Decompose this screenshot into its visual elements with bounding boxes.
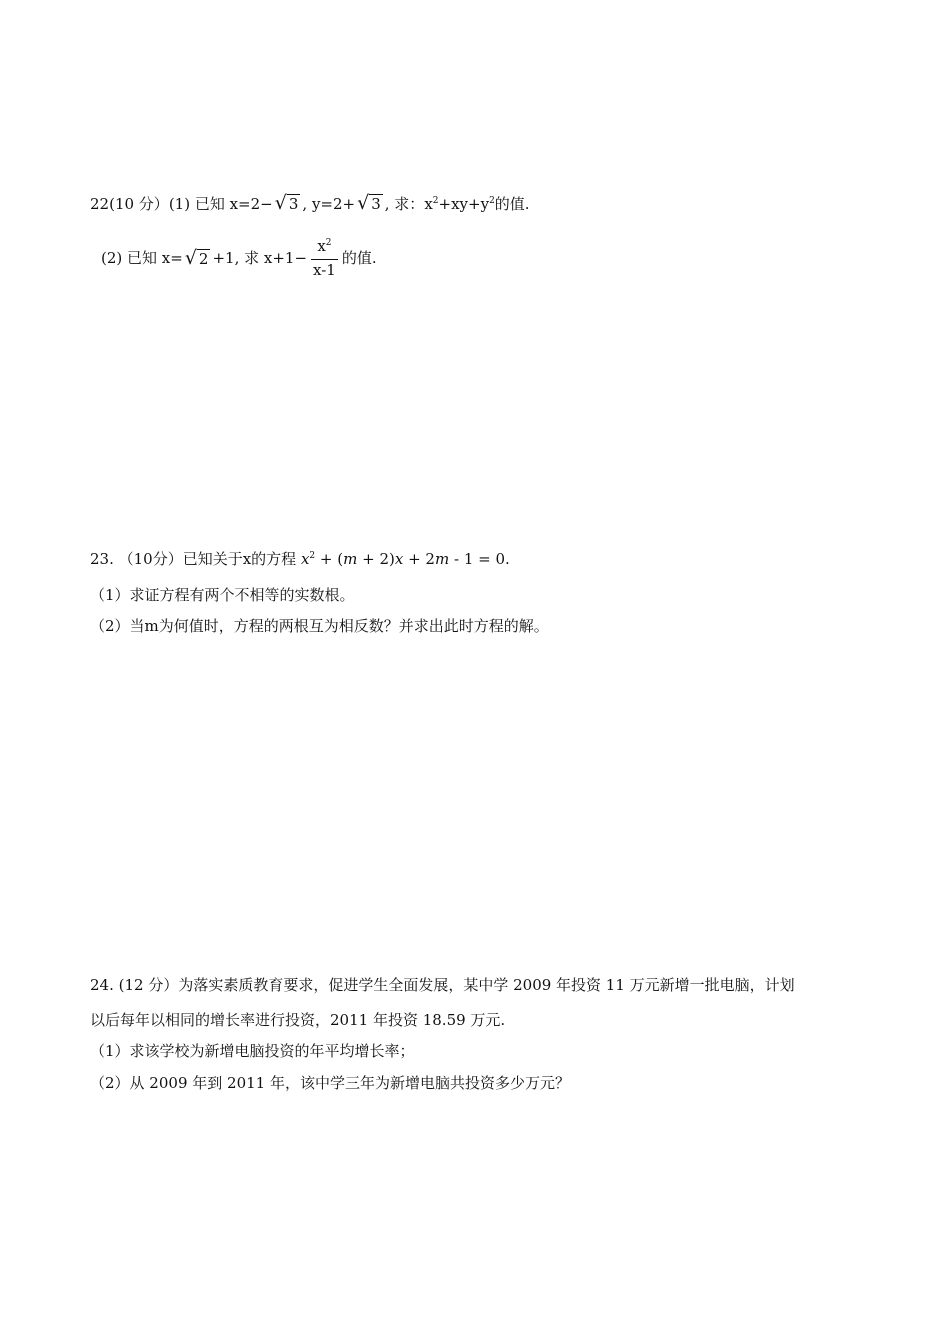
q23-part1: （1）求证方程有两个不相等的实数根。 <box>90 586 355 604</box>
q23-intro <box>90 549 510 572</box>
q22-expr-mid: +xy+y <box>438 195 490 213</box>
q23-intro-text: 23. （10分）已知关于x的方程 <box>90 550 297 568</box>
fraction-numerator: $x^2$ <box>317 237 332 255</box>
q22-part2 <box>101 236 377 280</box>
q23-part2: （2）当m为何值时，方程的两根互为相反数？并求出此时方程的解。 <box>90 617 549 635</box>
q22-part2-suffix: 的值. <box>341 249 377 267</box>
q24-line2: 以后每年以相同的增长率进行投资，2011 年投资 18.59 万元. <box>90 1011 506 1029</box>
q22-part1-prefix: (1) 已知 x=2− <box>168 195 273 213</box>
fraction-denominator: x-1 <box>313 261 336 279</box>
q23-equation: $x^2 + (m + 2)x + 2m - 1 = 0$ <box>300 550 506 568</box>
q22-fraction <box>311 236 338 280</box>
q22-expr-x: x <box>424 195 433 213</box>
q22-part1-ask: , 求： <box>384 195 425 213</box>
q24-part1: （1）求该学校为新增电脑投资的年平均增长率； <box>90 1042 415 1060</box>
q24-part2: （2）从 2009 年到 2011 年，该中学三年为新增电脑共投资多少万元？ <box>90 1074 570 1092</box>
q22-number: 22 <box>90 195 110 213</box>
q22-exp1: 2 <box>432 196 439 206</box>
q22-part2-mid: +1, 求 x+1− <box>212 249 308 267</box>
q22-score: (10 分） <box>109 195 169 213</box>
q22-part2-prefix: (2) 已知 x= <box>101 249 183 267</box>
q22-exp2: 2 <box>489 196 495 206</box>
sqrt-two: √ 2 <box>184 247 209 269</box>
q22-part1 <box>90 193 530 217</box>
sqrt-three-2: √ 3 <box>357 192 381 214</box>
q22-part1-mid: , y=2+ <box>302 195 356 213</box>
q23-period: . <box>505 550 510 568</box>
sqrt-three-1: √ 3 <box>274 192 299 214</box>
q22-part1-suffix: 的值. <box>494 195 530 213</box>
q24-line1: 24. (12 分）为落实素质教育要求，促进学生全面发展，某中学 2009 年投资 11 万元新增一批电脑，计划 <box>90 976 795 994</box>
